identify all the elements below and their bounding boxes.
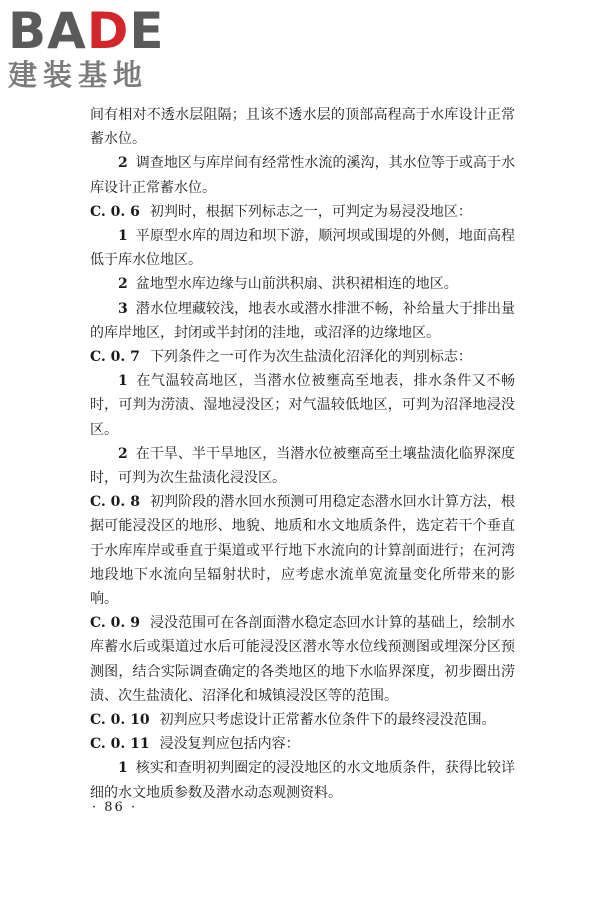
- page-number: · 86 ·: [92, 800, 138, 815]
- clause-number: C. 0. 6: [90, 203, 140, 220]
- clause-number: C. 0. 11: [90, 736, 150, 753]
- list-item: [90, 442, 515, 490]
- paragraph-text: 初判阶段的潜水回水预测可用稳定态潜水回水计算方法，根据可能浸没区的地形、地貌、地质和水文地质条件，选定若干个垂直于水库库岸或垂直于渠道或平行地下水流向的计算剖面进行；在河湾地段地下水流向呈辐射状时，应考虑水流单宽流量变化所带来的影响。: [90, 494, 516, 608]
- item-number: 2: [118, 445, 128, 462]
- list-item: [90, 756, 515, 804]
- paragraph-text: 在干旱、半干旱地区，当潜水位被壅高至土壤盐渍化临界深度时，可判为次生盐渍化浸没区。: [90, 445, 515, 487]
- paragraph-text: 初判应只考虑设计正常蓄水位条件下的最终浸没范围。: [159, 712, 496, 729]
- clause-c-0-7: [90, 345, 515, 369]
- list-item: [90, 297, 515, 345]
- item-number: 2: [118, 155, 128, 172]
- item-number: 1: [118, 760, 128, 777]
- paragraph-continuation: [90, 103, 515, 151]
- clause-c-0-11: [90, 732, 515, 756]
- list-item: [90, 224, 515, 272]
- item-number: 1: [118, 228, 128, 245]
- clause-number: C. 0. 7: [90, 349, 140, 366]
- logo-wordmark: BADE: [8, 2, 165, 60]
- clause-c-0-6: [90, 200, 515, 224]
- logo-subtitle: 建装基地: [8, 58, 149, 92]
- list-item: [90, 369, 515, 442]
- paragraph-text: 间有相对不透水层阻隔；且该不透水层的顶部高程高于水库设计正常蓄水位。: [90, 107, 515, 148]
- item-number: 2: [118, 276, 128, 293]
- paragraph-text: 平原型水库的周边和坝下游，顺河坝或围堤的外侧，地面高程低于库水位地区。: [90, 228, 515, 269]
- clause-number: C. 0. 8: [90, 494, 140, 511]
- clause-c-0-10: [90, 708, 515, 732]
- clause-number: C. 0. 9: [90, 615, 140, 632]
- paragraph-text: 浸没范围可在各剖面潜水稳定态回水计算的基础上，绘制水库蓄水后或渠道过水后可能浸没区潜水等水位线预测图或埋深分区预测图，结合实际调查确定的各类地区的地下水临界深度，初步圈出涝渍、次生盐渍化、沼泽化和城镇浸没区等的范围。: [90, 615, 516, 704]
- paragraph-text: 核实和查明初判圈定的浸没地区的水文地质条件，获得比较详细的水文地质参数及潜水动态观测资料。: [90, 760, 515, 801]
- paragraph-text: 调查地区与库岸间有经常性水流的溪沟，其水位等于或高于水库设计正常蓄水位。: [90, 155, 515, 196]
- brand-logo: [8, 2, 178, 92]
- list-item: [90, 151, 515, 199]
- paragraph-text: 盆地型水库边缘与山前洪积扇、洪积裙相连的地区。: [135, 276, 458, 293]
- paragraph-text: 浸没复判应包括内容：: [159, 736, 300, 753]
- clause-number: C. 0. 10: [90, 712, 150, 729]
- list-item: [90, 272, 515, 296]
- paragraph-text: 下列条件之一可作为次生盐渍化沼泽化的判别标志：: [149, 349, 472, 366]
- paragraph-text: 在气温较高地区，当潜水位被壅高至地表，排水条件又不畅时，可判为涝渍、湿地浸没区；对气温较低地区，可判为沼泽地浸没区。: [90, 373, 515, 438]
- item-number: 3: [118, 300, 128, 317]
- document-body: [90, 103, 515, 805]
- clause-c-0-9: [90, 611, 515, 708]
- clause-c-0-8: [90, 490, 515, 611]
- paragraph-text: 初判时，根据下列标志之一，可判定为易浸没地区：: [149, 203, 472, 220]
- item-number: 1: [118, 373, 128, 390]
- paragraph-text: 潜水位埋藏较浅，地表水或潜水排泄不畅，补给量大于排出量的库岸地区，封闭或半封闭的洼地，或沼泽的边缘地区。: [90, 300, 515, 341]
